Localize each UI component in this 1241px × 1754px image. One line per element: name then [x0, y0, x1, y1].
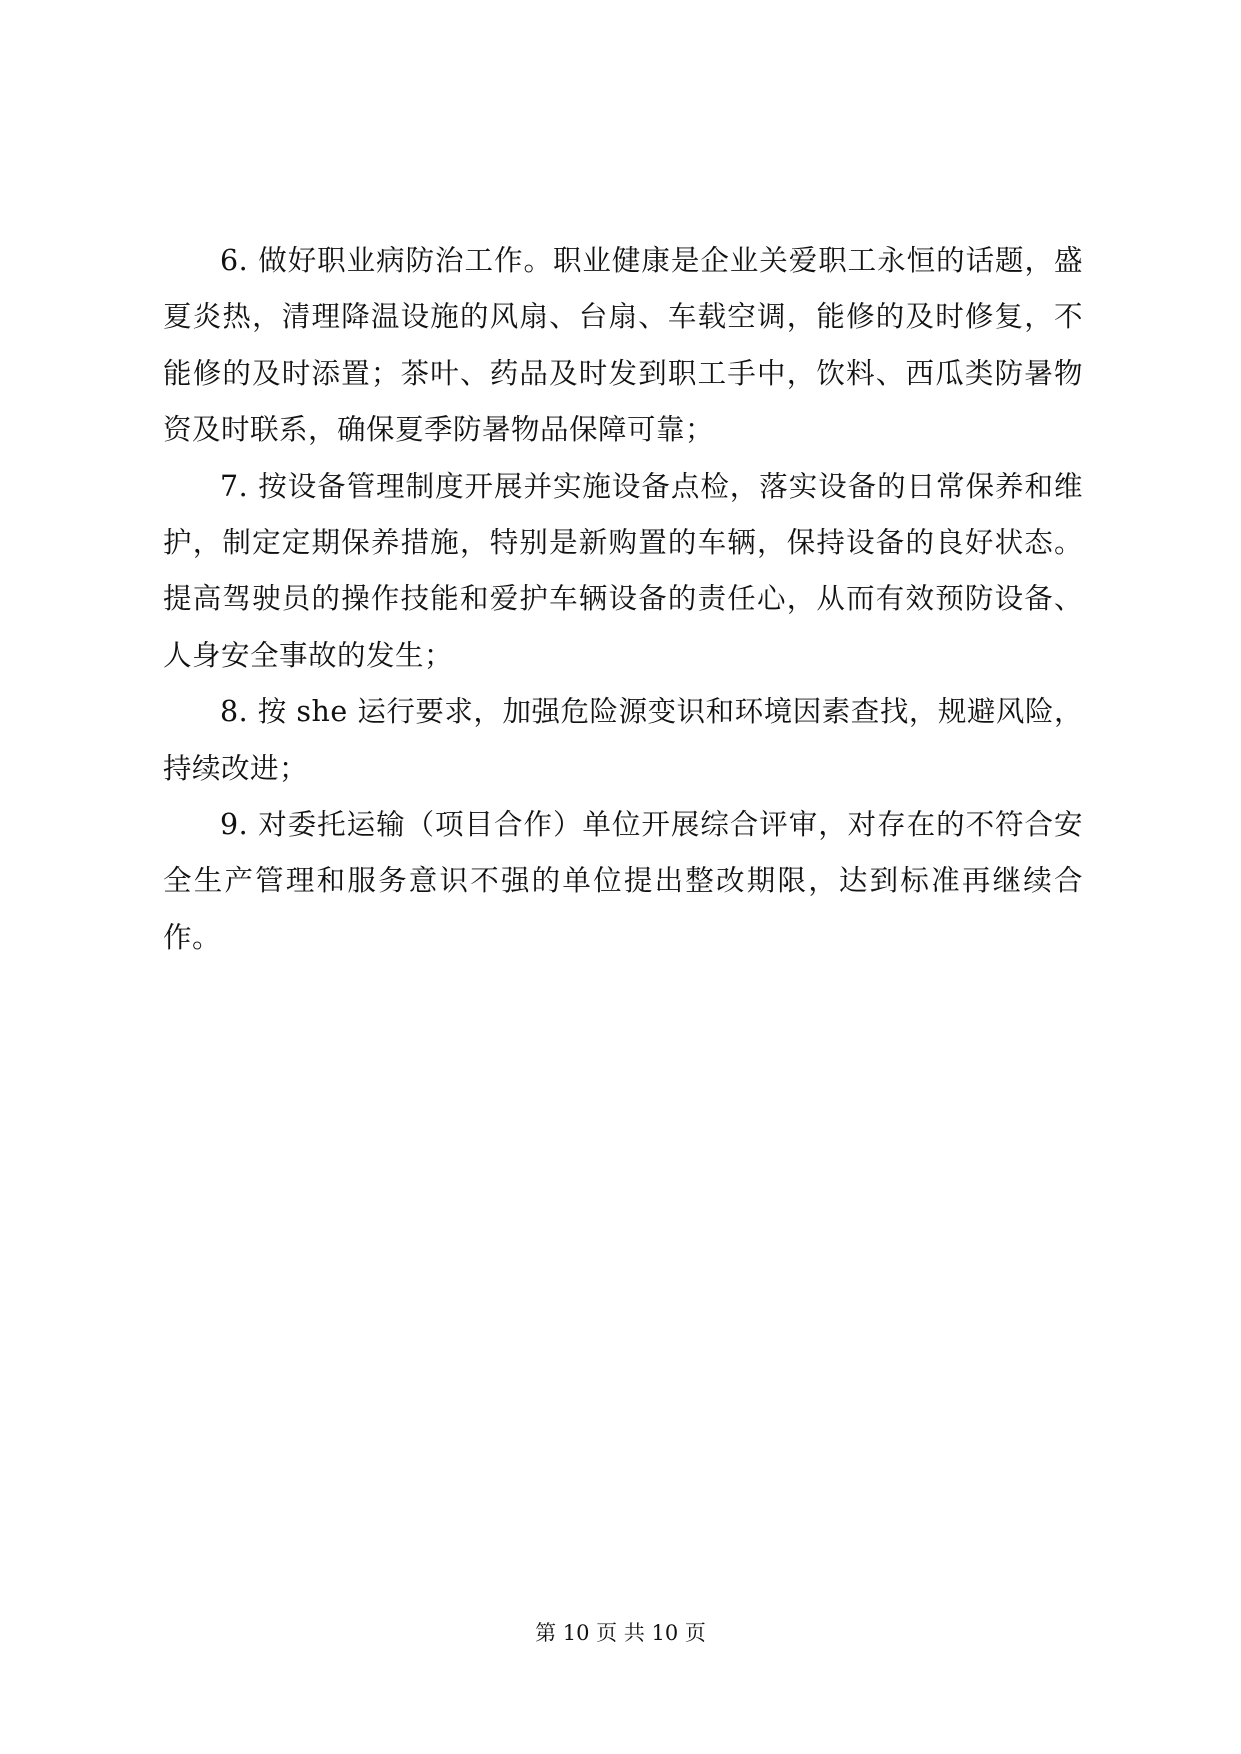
page-number-footer: 第 10 页 共 10 页	[535, 1621, 706, 1645]
paragraph-item-9: 9. 对委托运输（项目合作）单位开展综合评审，对存在的不符合安全生产管理和服务意识不强的单位提出整改期限，达到标准再继续合作。	[163, 808, 1083, 954]
paragraph-item-7: 7. 按设备管理制度开展并实施设备点检，落实设备的日常保养和维护，制定定期保养措施，特别是新购置的车辆，保持设备的良好状态。提高驾驶员的操作技能和爱护车辆设备的责任心，从而有效预防设备、人身安全事故的发生；	[163, 469, 1083, 672]
paragraph-item-8: 8. 按 she 运行要求，加强危险源变识和环境因素查找，规避风险，持续改进；	[163, 695, 1083, 785]
document-body	[163, 233, 1083, 966]
paragraph-item-6: 6. 做好职业病防治工作。职业健康是企业关爱职工永恒的话题，盛夏炎热，清理降温设施的风扇、台扇、车载空调，能修的及时修复，不能修的及时添置；茶叶、药品及时发到职工手中，饮料、西瓜类防暑物资及时联系，确保夏季防暑物品保障可靠；	[163, 244, 1083, 447]
